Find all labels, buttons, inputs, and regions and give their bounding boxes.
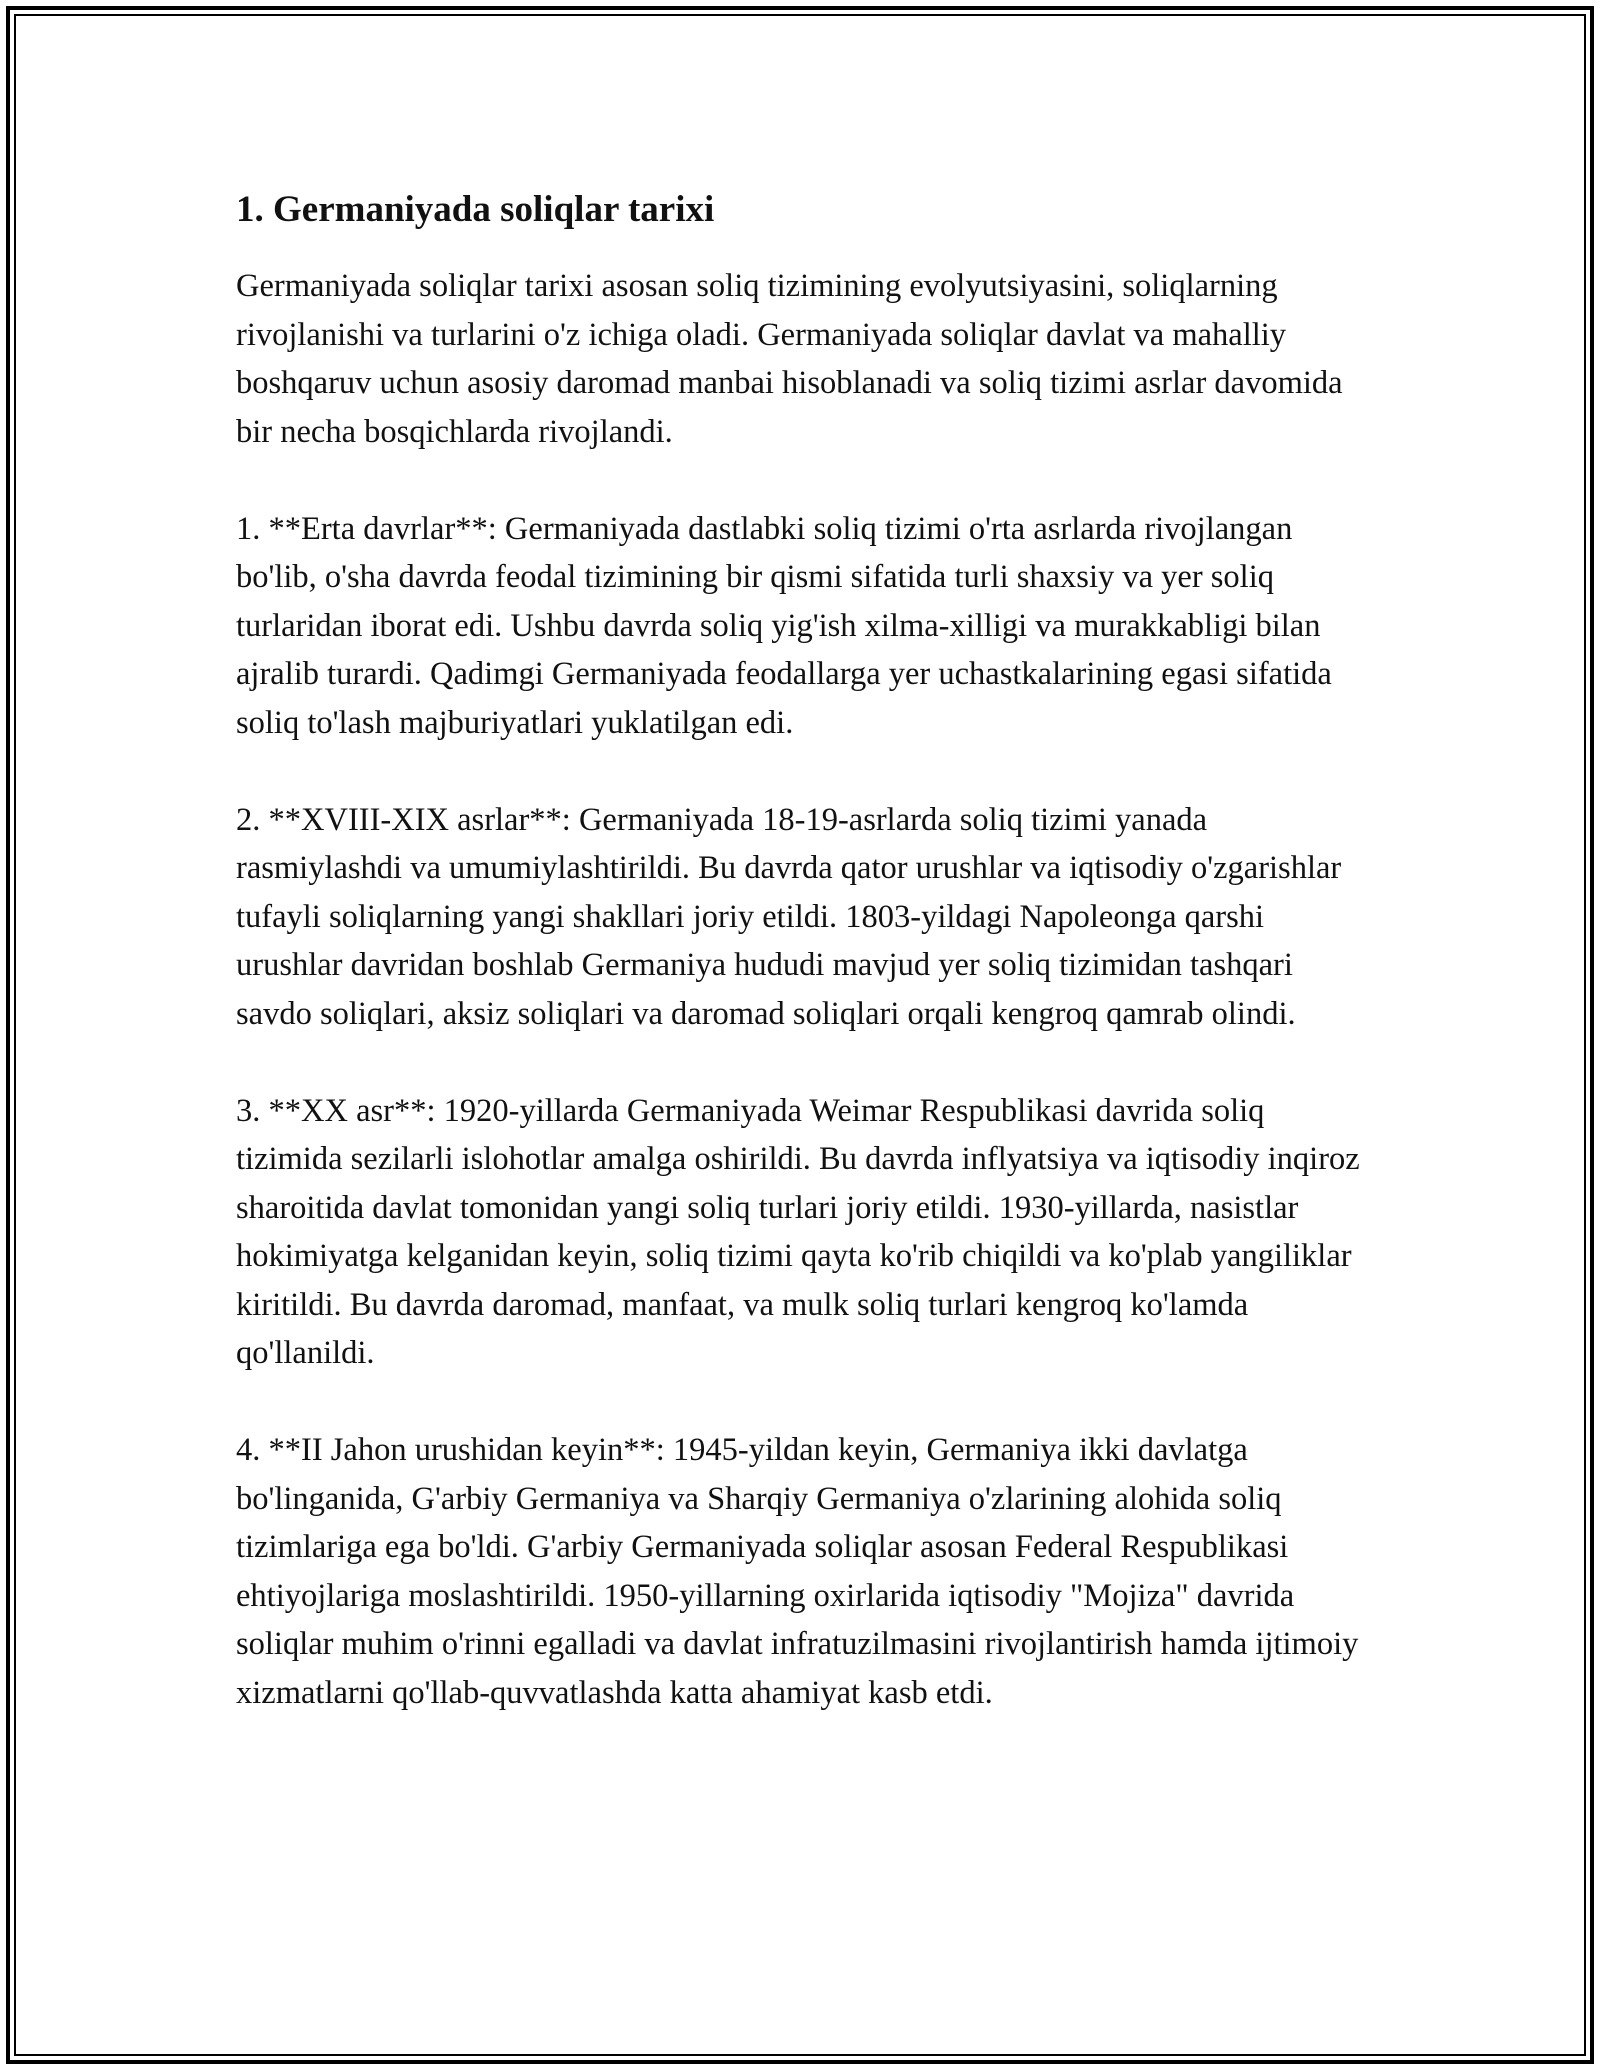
list-item-early-periods: 1. **Erta davrlar**: Germaniyada dastlabki soliq tizimi o'rta asrlarda rivojlangan bo'lib, o'sha davrda feodal tizimining bir qismi sifatida turli shaxsiy va yer soliq turlaridan iborat edi. Ushbu davrda soliq yig'ish xilma-xilligi va murakkabligi bilan ajralib turardi. Qadimgi Germaniyada feodallarga yer uchastkalarining egasi sifatida soliq to'lash majburiyatlari yuklatilgan edi. [236,510,1332,741]
intro-paragraph: Germaniyada soliqlar tarixi asosan soliq tizimining evolyutsiyasini, soliqlarning rivojlanishi va turlarini o'z ichiga oladi. Germaniyada soliqlar davlat va mahalliy boshqaruv uchun asosiy daromad manbai hisoblanadi va soliq tizimi asrlar davomida bir necha bosqichlarda rivojlandi. [236,268,1343,450]
section-heading: 1. Germaniyada soliqlar tarixi [236,189,715,230]
document-body [236,186,1366,1766]
list-item-18-19-centuries: 2. **XVIII-XIX asrlar**: Germaniyada 18-19-asrlarda soliq tizimi yanada rasmiylashdi va umumiylashtirildi. Bu davrda qator urushlar va iqtisodiy o'zgarishlar tufayli soliqlarning yangi shakllari joriy etildi. 1803-yildagi Napoleonga qarshi urushlar davridan boshlab Germaniya hududi mavjud yer soliq tizimidan tashqari savdo soliqlari, aksiz soliqlari va daromad soliqlari orqali kengroq qamrab olindi. [236,801,1342,1032]
list-item-post-ww2: 4. **II Jahon urushidan keyin**: 1945-yildan keyin, Germaniya ikki davlatga bo'linganida, G'arbiy Germaniya va Sharqiy Germaniya o'zlarining alohida soliq tizimlariga ega bo'ldi. G'arbiy Germaniyada soliqlar asosan Federal Respublikasi ehtiyojlariga moslashtirildi. 1950-yillarning oxirlarida iqtisodiy "Mojiza" davrida soliqlar muhim o'rinni egalladi va davlat infratuzilmasini rivojlantirish hamda ijtimoiy xizmatlarni qo'llab-quvvatlashda katta ahamiyat kasb etdi. [236,1432,1359,1711]
list-item-20th-century: 3. **XX asr**: 1920-yillarda Germaniyada Weimar Respublikasi davrida soliq tizimida sezilarli islohotlar amalga oshirildi. Bu davrda inflyatsiya va iqtisodiy inqiroz sharoitida davlat tomonidan yangi soliq turlari joriy etildi. 1930-yillarda, nasistlar hokimiyatga kelganidan keyin, soliq tizimi qayta ko'rib chiqildi va ko'plab yangiliklar kiritildi. Bu davrda daromad, manfaat, va mulk soliq turlari kengroq ko'lamda qo'llanildi. [236,1092,1360,1371]
